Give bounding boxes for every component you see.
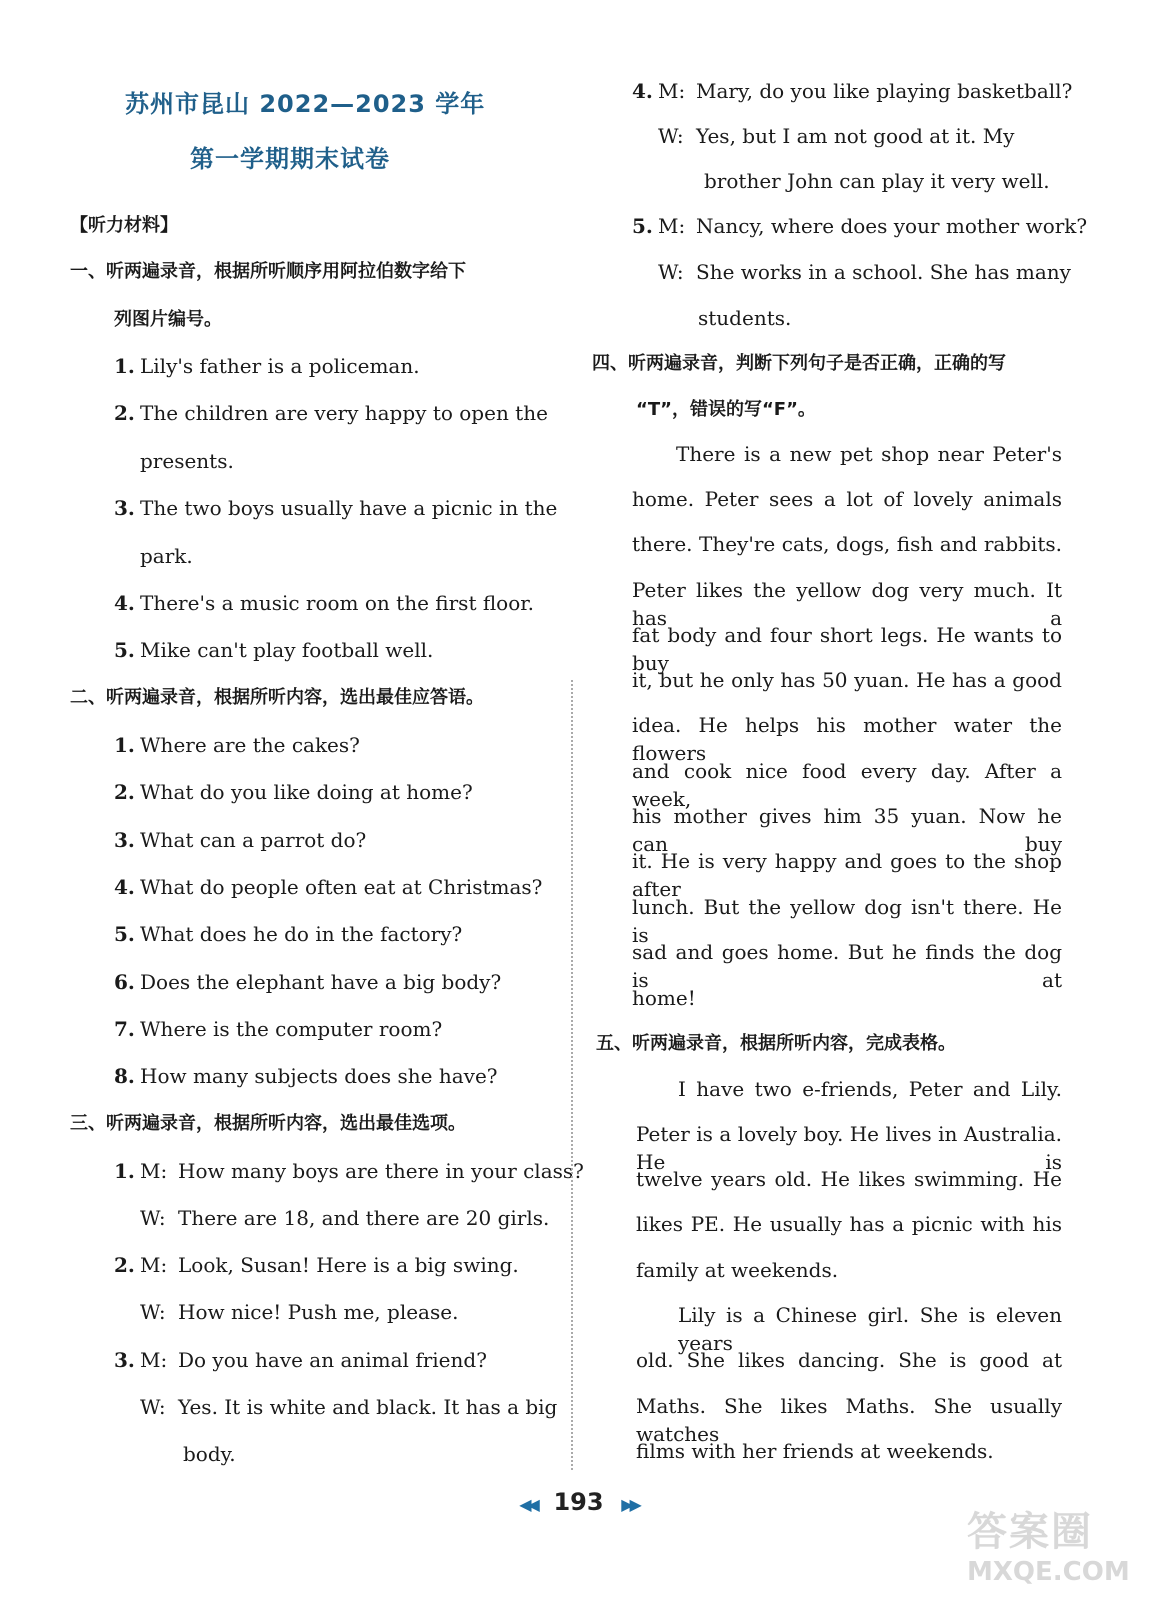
list-item: 8. How many subjects does she have?	[114, 1064, 498, 1088]
passage-line: twelve years old. He likes swimming. He	[636, 1167, 1062, 1191]
passage-line: home!	[632, 986, 696, 1010]
dialogue-line-cont: body.	[183, 1442, 236, 1466]
passage-line: old. She likes dancing. She is good at	[636, 1348, 1062, 1372]
passage-line: sad and goes home. But he finds the dog is at	[632, 940, 1062, 992]
dialogue-line: 2. M: Look, Susan! Here is a big swing.	[114, 1253, 519, 1277]
list-item: 4. What do people often eat at Christmas?	[114, 875, 543, 899]
dialogue-line: W: There are 18, and there are 20 girls.	[140, 1206, 550, 1230]
list-item: 3. The two boys usually have a picnic in the	[114, 496, 558, 520]
section2-heading: 二、听两遍录音，根据所听内容，选出最佳应答语。	[70, 687, 484, 708]
passage-line: I have two e-friends, Peter and Lily.	[678, 1077, 1062, 1101]
next-arrows-icon: ▶▶	[621, 1495, 638, 1514]
passage-line: Lily is a Chinese girl. She is eleven years	[678, 1303, 1062, 1355]
prev-arrows-icon: ◀◀	[519, 1495, 536, 1514]
list-item: 3. What can a parrot do?	[114, 828, 367, 852]
column-divider	[571, 680, 573, 1470]
section4-heading: 四、听两遍录音，判断下列句子是否正确，正确的写	[592, 353, 1006, 374]
passage-line: idea. He helps his mother water the flowers	[632, 713, 1062, 765]
list-item: 1. Where are the cakes?	[114, 733, 360, 757]
dialogue-line-cont: brother John can play it very well.	[704, 169, 1050, 193]
passage-line: it, but he only has 50 yuan. He has a good	[632, 668, 1062, 692]
passage-line: fat body and four short legs. He wants to buy	[632, 623, 1062, 675]
dialogue-line: 3. M: Do you have an animal friend?	[114, 1348, 487, 1372]
list-item: 5. What does he do in the factory?	[114, 922, 463, 946]
list-item: 2. What do you like doing at home?	[114, 780, 473, 804]
passage-line: his mother gives him 35 yuan. Now he can buy	[632, 804, 1062, 856]
list-item: 5. Mike can't play football well.	[114, 638, 434, 662]
page-title-line1: 苏州市昆山 2022—2023 学年	[125, 90, 486, 118]
list-item: 7. Where is the computer room?	[114, 1017, 443, 1041]
passage-line: there. They're cats, dogs, fish and rabbits.	[632, 532, 1062, 556]
passage-line: likes PE. He usually has a picnic with his	[636, 1212, 1062, 1236]
list-item: 6. Does the elephant have a big body?	[114, 970, 502, 994]
dialogue-line-cont: students.	[698, 306, 792, 330]
passage-line: Maths. She likes Maths. She usually watches	[636, 1394, 1062, 1446]
section3-heading: 三、听两遍录音，根据所听内容，选出最佳选项。	[70, 1113, 466, 1134]
section5-heading: 五、听两遍录音，根据所听内容，完成表格。	[596, 1033, 956, 1054]
list-item-cont: park.	[140, 544, 193, 568]
dialogue-line: W: She works in a school. She has many	[658, 260, 1071, 284]
passage-line: lunch. But the yellow dog isn't there. He is	[632, 895, 1062, 947]
dialogue-line: 4. M: Mary, do you like playing basketball?	[632, 79, 1073, 103]
passage-line: There is a new pet shop near Peter's	[676, 442, 1062, 466]
passage-line: home. Peter sees a lot of lovely animals	[632, 487, 1062, 511]
list-item: 1. Lily's father is a policeman.	[114, 354, 420, 378]
watermark-text: 答案圈	[967, 1509, 1093, 1555]
list-item: 2. The children are very happy to open the	[114, 401, 548, 425]
list-item-cont: presents.	[140, 449, 234, 473]
page-number: 193	[553, 1488, 604, 1516]
passage-line: Peter likes the yellow dog very much. It has a	[632, 578, 1062, 630]
dialogue-line: W: Yes, but I am not good at it. My	[658, 124, 1015, 148]
passage-line: family at weekends.	[636, 1258, 839, 1282]
passage-line: films with her friends at weekends.	[636, 1439, 994, 1463]
section1-heading: 一、听两遍录音，根据所听顺序用阿拉伯数字给下	[70, 261, 466, 282]
list-item: 4. There's a music room on the first floor.	[114, 591, 534, 615]
watermark-url: MXQE.COM	[967, 1557, 1130, 1587]
section4-heading-cont: “T”，错误的写“F”。	[636, 399, 816, 420]
dialogue-line: W: How nice! Push me, please.	[140, 1300, 459, 1324]
material-label: 【听力材料】	[70, 215, 178, 236]
section1-heading-cont: 列图片编号。	[114, 309, 222, 330]
passage-line: it. He is very happy and goes to the shop after	[632, 849, 1062, 901]
dialogue-line: 5. M: Nancy, where does your mother work?	[632, 214, 1088, 238]
dialogue-line: W: Yes. It is white and black. It has a big	[140, 1395, 558, 1419]
passage-line: and cook nice food every day. After a week,	[632, 759, 1062, 811]
page-title-line2: 第一学期期末试卷	[190, 145, 390, 173]
dialogue-line: 1. M: How many boys are there in your class?	[114, 1159, 584, 1183]
passage-line: Peter is a lovely boy. He lives in Australia. He is	[636, 1122, 1062, 1174]
watermark-logo	[967, 1500, 1137, 1590]
